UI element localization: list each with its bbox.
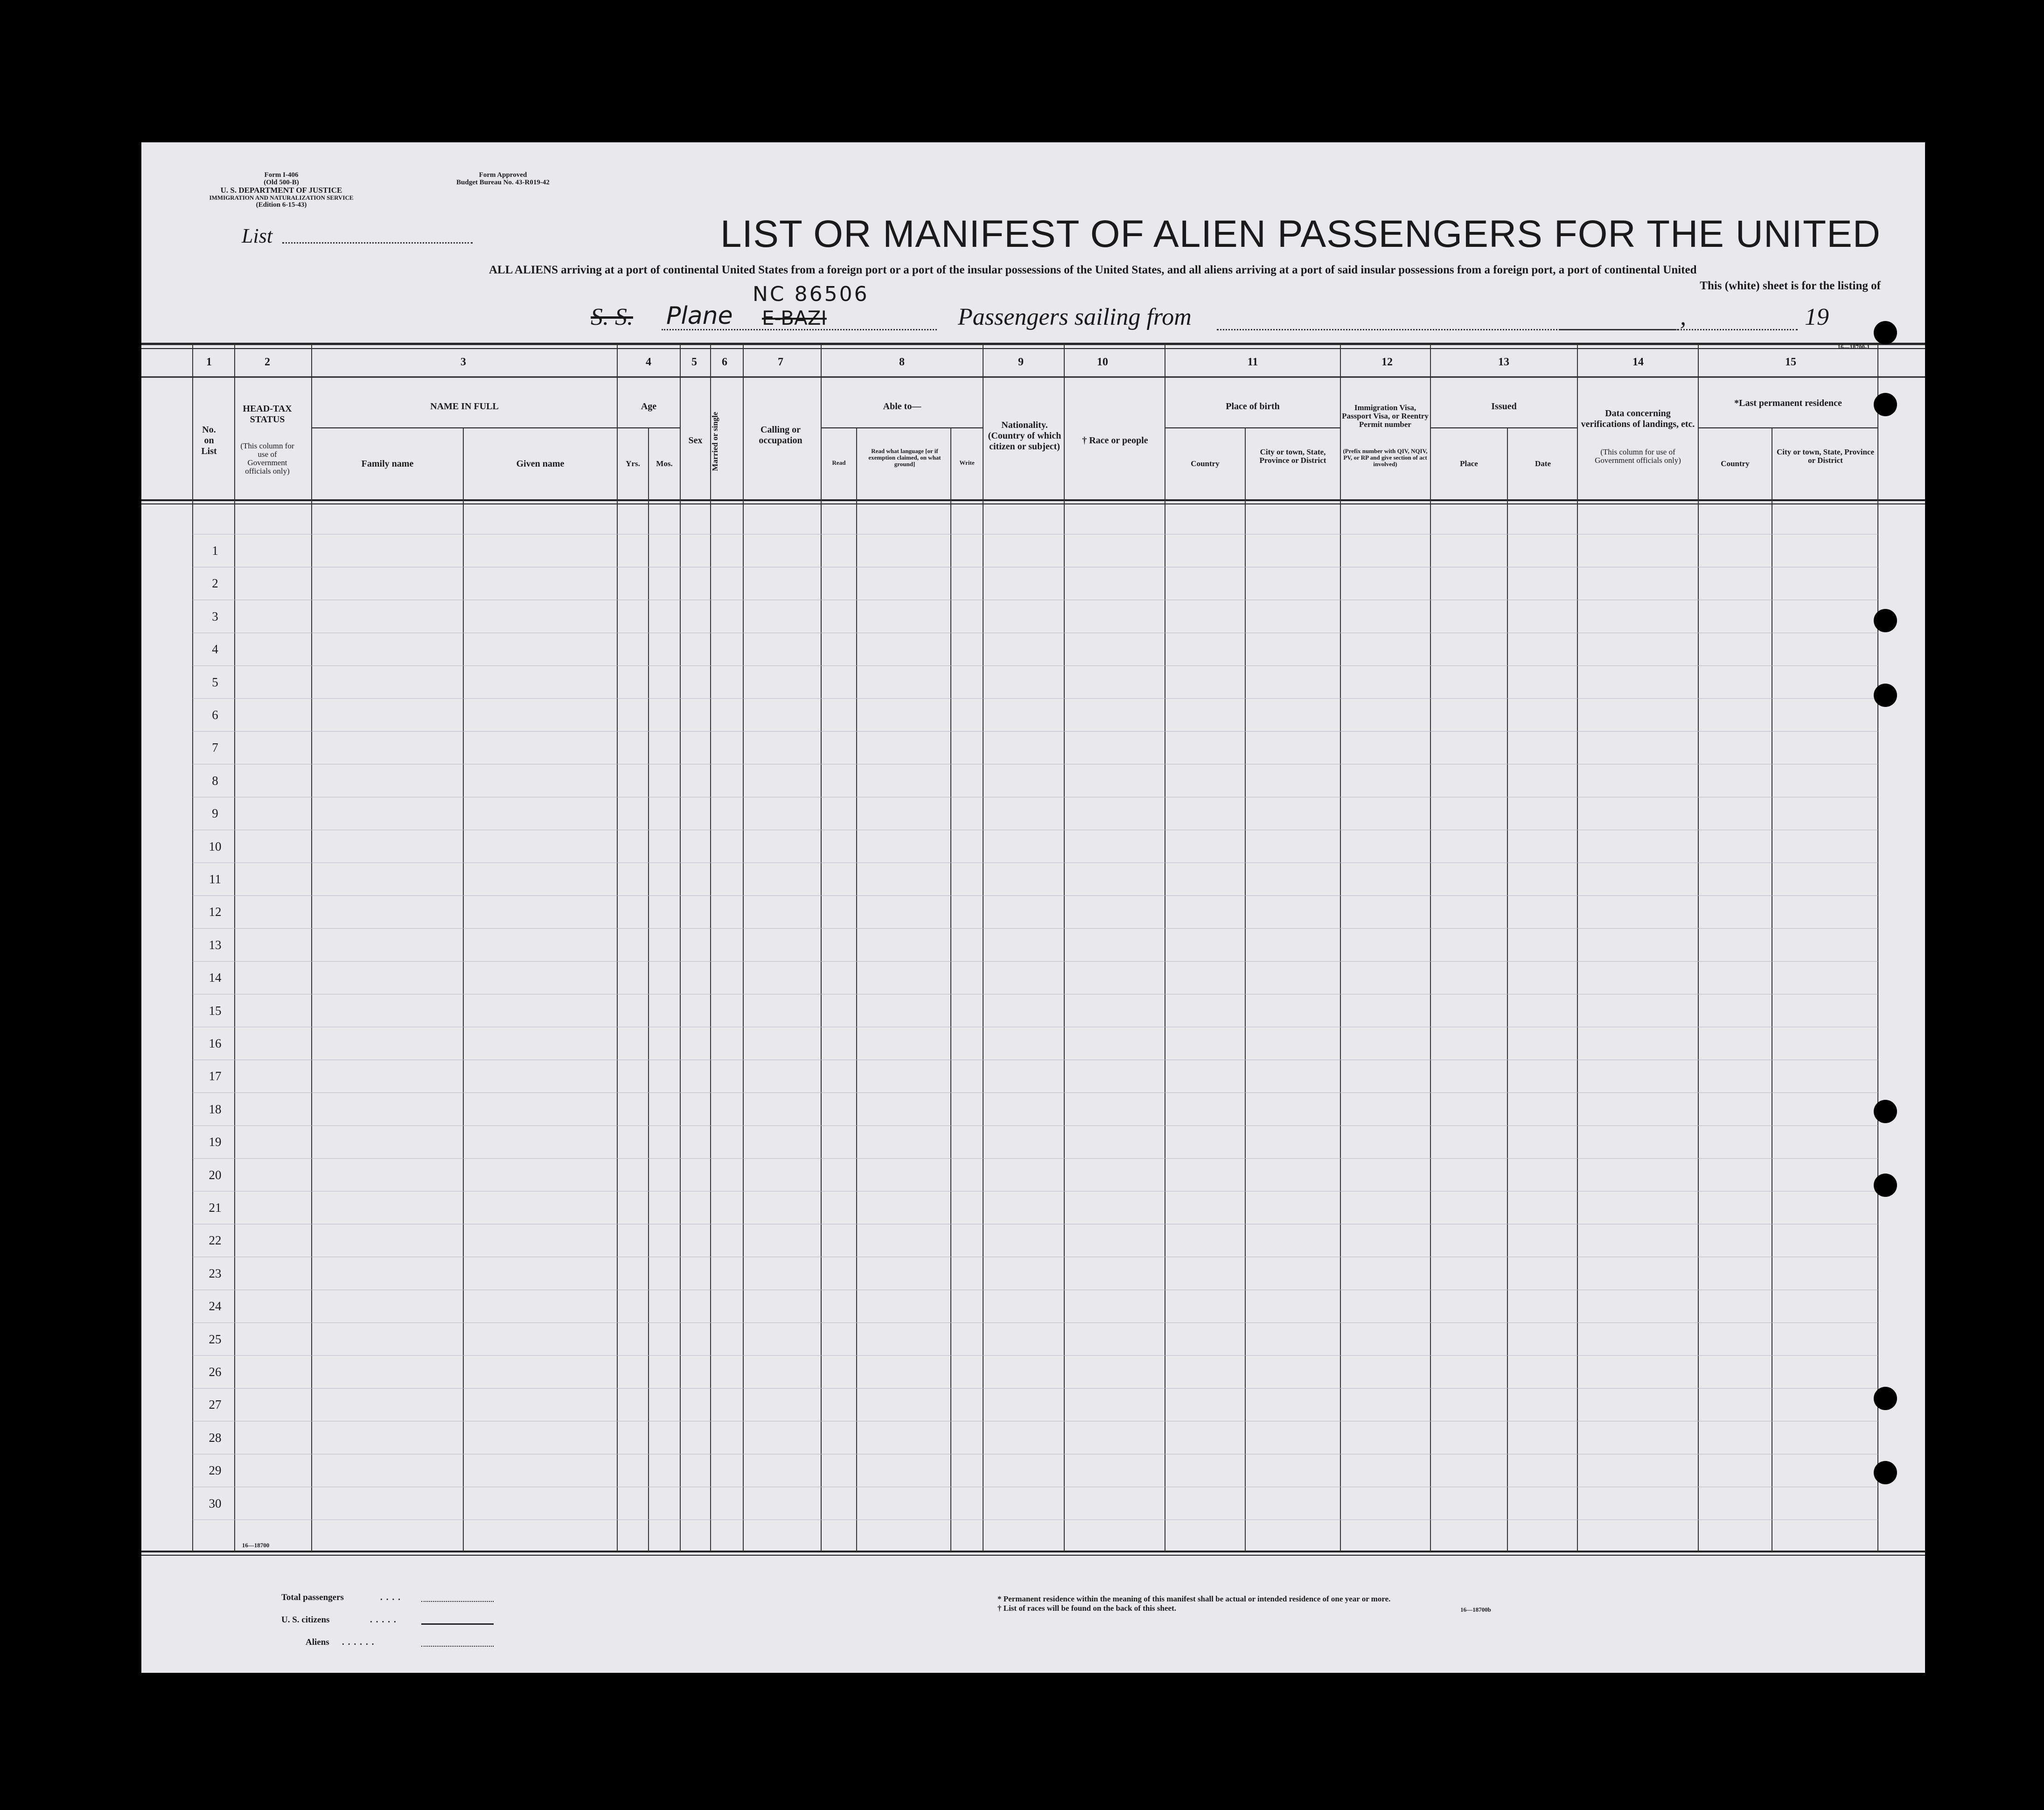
aliens-row xyxy=(281,1637,701,1660)
header-no-on-list: No. on List xyxy=(201,425,217,456)
col-number-1: 1 xyxy=(206,356,212,368)
col-number-15: 15 xyxy=(1785,356,1796,368)
department-name: U. S. DEPARTMENT OF JUSTICE xyxy=(220,186,342,195)
subtitle-line-1: ALL ALIENS arriving at a port of continental United States from a foreign port or a port of the insular possessions of the United States, and all aliens arriving at a port of said insular possessions from a foreign port, a port of continental United xyxy=(489,264,1697,276)
header-data-note: (This column for use of Government officials only) xyxy=(1595,447,1681,465)
col-number-13: 13 xyxy=(1498,356,1509,368)
approval-line2: Budget Bureau No. 43-R019-42 xyxy=(456,179,550,186)
col-number-6: 6 xyxy=(722,356,727,368)
header-write: Write xyxy=(959,459,975,466)
comma: , xyxy=(1680,304,1686,330)
column-lines xyxy=(193,344,1878,1551)
row-number: 27 xyxy=(209,1398,222,1412)
row-number: 22 xyxy=(209,1233,222,1248)
row-number: 17 xyxy=(209,1069,222,1083)
header-place-of-birth: Place of birth xyxy=(1226,401,1280,412)
manifest-sheet xyxy=(141,142,1925,1673)
header-pob-country: Country xyxy=(1191,459,1220,468)
row-number: 14 xyxy=(209,971,222,985)
total-passengers-row xyxy=(281,1593,701,1615)
col-number-5: 5 xyxy=(691,356,697,368)
header-last-residence: *Last permanent residence xyxy=(1734,398,1842,408)
col-number-8: 8 xyxy=(899,356,905,368)
footnotes xyxy=(998,1594,1604,1613)
punch-hole-7 xyxy=(1874,1387,1897,1410)
approval-line1: Form Approved xyxy=(479,171,527,179)
row-number: 13 xyxy=(209,937,222,952)
header-read: Read xyxy=(832,459,846,466)
header-lr-city: City or town, State, Province or District xyxy=(1776,447,1874,465)
totals-block xyxy=(281,1593,701,1660)
header-mos: Mos. xyxy=(656,459,673,468)
header-family-name: Family name xyxy=(361,459,414,469)
service-name: IMMIGRATION AND NATURALIZATION SERVICE xyxy=(209,194,354,201)
punch-hole-1 xyxy=(1874,321,1897,344)
row-number: 4 xyxy=(212,642,218,657)
header-issued: Issued xyxy=(1491,401,1517,412)
us-citizens-field[interactable] xyxy=(421,1623,494,1625)
header-able-to: Able to— xyxy=(883,401,921,412)
col-number-3: 3 xyxy=(460,356,466,368)
col-number-9: 9 xyxy=(1018,356,1024,368)
col-number-14: 14 xyxy=(1632,356,1644,368)
header-yrs: Yrs. xyxy=(626,459,640,468)
header-given-name: Given name xyxy=(516,459,565,469)
form-number: Form I-406 xyxy=(264,171,299,179)
row-number: 6 xyxy=(212,708,218,722)
row-number: 15 xyxy=(209,1003,222,1018)
form-grid xyxy=(141,142,1925,1673)
col-number-10: 10 xyxy=(1097,356,1108,368)
row-number: 16 xyxy=(209,1036,222,1050)
row-number: 9 xyxy=(212,806,218,821)
header-age: Age xyxy=(641,401,657,412)
row-number: 7 xyxy=(212,741,218,755)
header-visa: Immigration Visa, Passport Visa, or Reentry Permit number xyxy=(1342,403,1429,429)
header-read-language: Read what language [or if exemption claimed, on what ground] xyxy=(868,447,941,468)
row-number: 10 xyxy=(209,839,222,853)
subtitle-line-2: This (white) sheet is for the listing of xyxy=(1700,280,1881,292)
col-number-11: 11 xyxy=(1247,356,1258,368)
header-race-or-people: † Race or people xyxy=(1082,435,1148,446)
row-number: 26 xyxy=(209,1365,222,1379)
row-number: 2 xyxy=(212,576,218,591)
corner-code: 16—18700-1 xyxy=(1837,343,1870,350)
row-number: 30 xyxy=(209,1496,222,1510)
row-number: 23 xyxy=(209,1266,222,1280)
form-edition: (Edition 6-15-43) xyxy=(256,201,307,209)
aliens-field[interactable] xyxy=(421,1646,494,1647)
row-number: 19 xyxy=(209,1135,222,1149)
row-number: 3 xyxy=(212,609,218,623)
punch-hole-3 xyxy=(1874,609,1897,632)
aliens-label: Aliens xyxy=(306,1637,329,1647)
row-number: 11 xyxy=(209,872,221,886)
footnote-1: * Permanent residence within the meaning of this manifest shall be actual or intended residence of one year or more. xyxy=(998,1594,1391,1603)
year-prefix: 19 xyxy=(1805,304,1829,330)
row-number: 18 xyxy=(209,1102,222,1116)
list-label: List xyxy=(242,224,273,247)
row-number: 20 xyxy=(209,1167,222,1182)
ss-struck-text: E-BAZI xyxy=(762,307,827,329)
col-number-4: 4 xyxy=(646,356,651,368)
punch-hole-4 xyxy=(1874,684,1897,707)
form-old-number: (Old 500-B) xyxy=(264,179,299,186)
header-name-in-full: NAME IN FULL xyxy=(430,401,499,412)
col-number-7: 7 xyxy=(778,356,783,368)
us-citizens-dots: ..... xyxy=(370,1615,400,1625)
header-issued-date: Date xyxy=(1535,459,1551,468)
row-number: 8 xyxy=(212,773,218,788)
total-passengers-field[interactable] xyxy=(421,1601,494,1602)
total-passengers-dots: .... xyxy=(380,1593,404,1602)
passengers-sailing-from: Passengers sailing from xyxy=(958,304,1192,330)
aliens-dots: ...... xyxy=(342,1637,378,1647)
row-number: 21 xyxy=(209,1201,222,1215)
row-number: 28 xyxy=(209,1430,222,1445)
header-data-concerning: Data concerning verifications of landings, etc. xyxy=(1581,408,1695,429)
footnote-code: 16—18700b xyxy=(1460,1606,1491,1613)
header-visa-note: (Prefix number with QIV, NQIV, PV, or RP and give section of act involved) xyxy=(1343,447,1428,468)
col-number-12: 12 xyxy=(1381,356,1393,368)
row-number: 5 xyxy=(212,675,218,689)
footnote-2: † List of races will be found on the back of this sheet. xyxy=(998,1604,1176,1613)
row-number: 29 xyxy=(209,1463,222,1478)
header-sex: Sex xyxy=(688,435,703,446)
header-head-tax: HEAD-TAX STATUS xyxy=(243,404,292,425)
col-number-2: 2 xyxy=(265,356,270,368)
bottom-code: 16—18700 xyxy=(242,1542,270,1549)
page-title: LIST OR MANIFEST OF ALIEN PASSENGERS FOR THE UNITED xyxy=(720,213,1881,255)
ss-handwritten-number: NC 86506 xyxy=(753,282,869,306)
header-married-or-single: Married or single xyxy=(711,412,719,471)
row-number: 24 xyxy=(209,1299,222,1314)
row-lines xyxy=(193,534,1878,1520)
header-pob-city: City or town, State, Province or District xyxy=(1259,447,1326,465)
header-lr-country: Country xyxy=(1721,459,1750,468)
header-head-tax-note: (This column for use of Government officials only) xyxy=(240,441,294,475)
row-number: 25 xyxy=(209,1332,222,1346)
punch-hole-5 xyxy=(1874,1100,1897,1123)
total-passengers-label: Total passengers xyxy=(281,1593,344,1602)
row-number: 1 xyxy=(212,544,218,558)
us-citizens-row xyxy=(281,1615,701,1637)
row-number: 12 xyxy=(209,905,222,919)
ss-prefix: S. S. xyxy=(591,304,633,330)
punch-hole-8 xyxy=(1874,1461,1897,1484)
ss-handwritten-name: Plane xyxy=(666,302,733,330)
us-citizens-label: U. S. citizens xyxy=(281,1615,330,1625)
punch-hole-2 xyxy=(1874,393,1897,416)
header-nationality: Nationality. (Country of which citizen or subject) xyxy=(988,420,1061,452)
header-issued-place: Place xyxy=(1460,459,1478,468)
punch-hole-6 xyxy=(1874,1174,1897,1197)
header-calling-or-occupation: Calling or occupation xyxy=(759,425,802,446)
